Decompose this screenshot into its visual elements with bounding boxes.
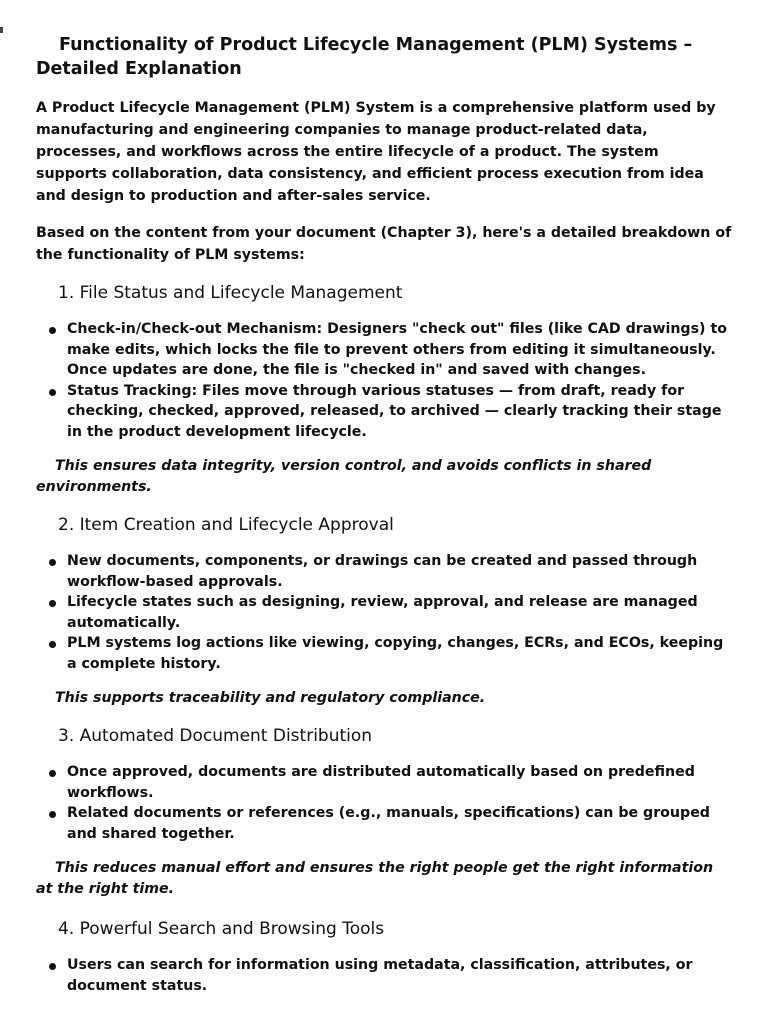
list-item: Once approved, documents are distributed automatically based on predefined workflows. xyxy=(67,762,732,803)
list-item: Users can search for information using metadata, classification, attributes, or document status. xyxy=(67,955,732,996)
section-heading: 3. Automated Document Distribution xyxy=(58,726,373,746)
intro-paragraph: A Product Lifecycle Management (PLM) System is a comprehensive platform used by manufacturing and engineering companies to manage product-related data, processes, and workflows across the entire lifecycle of a product. The system supports collaboration, data consistency, and efficient process execution from idea and design to production and after-sales service. xyxy=(36,100,716,204)
section-note: This supports traceability and regulatory compliance. xyxy=(55,690,486,706)
bullet-list xyxy=(36,955,732,996)
list-item: Related documents or references (e.g., manuals, specifications) can be grouped and shared together. xyxy=(67,803,732,844)
lead-paragraph: Based on the content from your document (Chapter 3), here's a detailed breakdown of the functionality of PLM systems: xyxy=(36,225,732,263)
section-note: This reduces manual effort and ensures the right people get the right information at the right time. xyxy=(36,860,714,897)
list-item: PLM systems log actions like viewing, copying, changes, ECRs, and ECOs, keeping a complete history. xyxy=(67,633,732,674)
section-heading: 1. File Status and Lifecycle Management xyxy=(58,283,403,303)
section-note: This ensures data integrity, version control, and avoids conflicts in shared environments. xyxy=(36,458,652,495)
list-item: Check-in/Check-out Mechanism: Designers "check out" files (like CAD drawings) to make edits, which locks the file to prevent others from editing it simultaneously. Once updates are done, the file is "checked in" and saved with changes. xyxy=(67,319,732,381)
list-item: Lifecycle states such as designing, review, approval, and release are managed automatically. xyxy=(67,592,732,633)
document-title: Functionality of Product Lifecycle Management (PLM) Systems – Detailed Explanation xyxy=(36,35,693,79)
bullet-list xyxy=(36,551,732,674)
edge-mark xyxy=(0,27,3,33)
list-item: Status Tracking: Files move through various statuses — from draft, ready for checking, checked, approved, released, to archived — clearly tracking their stage in the product development lifecycle. xyxy=(67,381,732,443)
section-heading: 4. Powerful Search and Browsing Tools xyxy=(58,919,385,939)
bullet-list xyxy=(36,319,732,442)
bullet-list xyxy=(36,762,732,844)
section-heading: 2. Item Creation and Lifecycle Approval xyxy=(58,515,394,535)
list-item: New documents, components, or drawings can be created and passed through workflow-based approvals. xyxy=(67,551,732,592)
